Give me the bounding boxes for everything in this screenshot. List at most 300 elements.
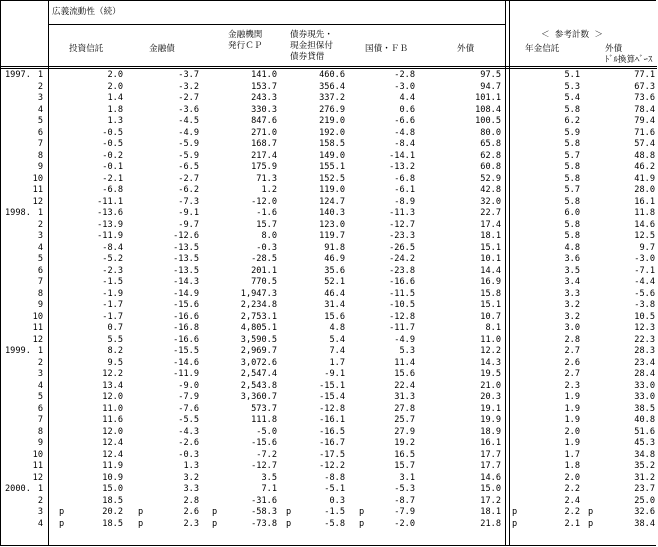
value-cell: -12.7: [389, 219, 415, 230]
preliminary-mark: p: [212, 507, 218, 517]
value-cell: 15.6: [394, 369, 415, 379]
table-row: [1, 450, 657, 462]
value-cell: 20.2: [102, 507, 123, 517]
value-cell: 3,072.6: [240, 357, 277, 368]
month-label: 2: [37, 81, 43, 92]
value-cell: 6.0: [564, 208, 580, 218]
value-cell: 78.4: [634, 104, 655, 115]
value-cell: 243.3: [251, 93, 277, 103]
value-cell: 124.7: [319, 196, 345, 207]
year-label: 1997.: [5, 70, 31, 80]
value-cell: -4.3: [178, 426, 199, 437]
value-cell: 28.0: [634, 185, 655, 195]
value-cell: 1.4: [107, 93, 123, 103]
value-cell: -23.8: [389, 265, 415, 276]
value-cell: 34.8: [634, 449, 655, 460]
table-row: [1, 197, 657, 209]
value-cell: 2.4: [564, 495, 580, 506]
value-cell: 1.9: [564, 392, 580, 402]
value-cell: 17.4: [480, 219, 501, 230]
preliminary-mark: p: [359, 507, 365, 517]
table-row: [1, 254, 657, 266]
value-cell: -8.9: [394, 196, 415, 207]
table-row: [1, 473, 657, 485]
value-cell: 11.0: [102, 403, 123, 414]
preliminary-mark: p: [59, 507, 65, 517]
value-cell: 21.0: [480, 380, 501, 391]
table-row: [1, 427, 657, 439]
value-cell: -12.0: [251, 196, 277, 207]
month-label: 12: [32, 472, 43, 483]
value-cell: 573.7: [251, 403, 277, 414]
value-cell: 10.7: [480, 311, 501, 322]
value-cell: 12.2: [480, 346, 501, 356]
value-cell: -8.8: [324, 472, 345, 483]
value-cell: -14.6: [173, 357, 199, 368]
value-cell: -16.5: [319, 426, 345, 437]
value-cell: 10.5: [634, 311, 655, 322]
value-cell: 1.8: [564, 461, 580, 471]
value-cell: 192.0: [319, 127, 345, 138]
value-cell: 1.8: [107, 104, 123, 115]
table-row: [1, 358, 657, 370]
table-row: [1, 323, 657, 335]
month-label: 10: [32, 173, 43, 184]
value-cell: 11.0: [480, 334, 501, 345]
value-cell: 3,360.7: [240, 392, 277, 402]
value-cell: 15.1: [480, 242, 501, 253]
month-label: 8: [37, 426, 43, 437]
table-row: [1, 231, 657, 243]
divider: [48, 24, 505, 25]
value-cell: 10.9: [102, 472, 123, 483]
month-label: 6: [37, 403, 43, 414]
value-cell: 12.0: [102, 392, 123, 402]
value-cell: -6.5: [178, 162, 199, 172]
value-cell: -6.2: [178, 185, 199, 195]
value-cell: 5.5: [107, 334, 123, 345]
value-cell: 46.2: [634, 162, 655, 172]
table-row: [1, 116, 657, 128]
value-cell: 12.2: [102, 369, 123, 379]
value-cell: 14.6: [480, 472, 501, 483]
table-row: [1, 208, 657, 220]
table-row: [1, 289, 657, 301]
table-row: [1, 220, 657, 232]
value-cell: 79.4: [634, 116, 655, 126]
value-cell: -15.5: [173, 346, 199, 356]
month-label: 10: [32, 449, 43, 460]
value-cell: 5.4: [564, 93, 580, 103]
value-cell: 5.8: [564, 231, 580, 241]
value-cell: 3.2: [564, 300, 580, 310]
value-cell: -13.2: [389, 162, 415, 172]
value-cell: 33.0: [634, 380, 655, 391]
value-cell: 158.5: [319, 139, 345, 149]
value-cell: 15.7: [394, 461, 415, 471]
value-cell: -11.9: [173, 369, 199, 379]
month-label: 2: [37, 495, 43, 506]
value-cell: 19.2: [394, 438, 415, 448]
value-cell: 18.1: [480, 231, 501, 241]
value-cell: -13.6: [97, 208, 123, 218]
month-label: 3: [37, 231, 43, 241]
value-cell: 23.4: [634, 357, 655, 368]
value-cell: -7.9: [394, 507, 415, 517]
value-cell: 15.0: [480, 484, 501, 494]
value-cell: 20.3: [480, 392, 501, 402]
value-cell: -73.8: [251, 518, 277, 529]
value-cell: -1.5: [102, 277, 123, 287]
value-cell: 1.2: [261, 185, 277, 195]
preliminary-mark: p: [286, 518, 292, 529]
value-cell: 276.9: [319, 104, 345, 115]
group-title: 広義流動性（続）: [52, 7, 121, 17]
value-cell: -2.3: [102, 265, 123, 276]
year-label: 1998.: [5, 208, 31, 218]
month-label: 8: [37, 150, 43, 161]
value-cell: 0.6: [399, 104, 415, 115]
value-cell: -16.6: [173, 311, 199, 322]
value-cell: 14.3: [480, 357, 501, 368]
column-header: 現金担保付: [290, 41, 333, 51]
value-cell: 91.8: [324, 242, 345, 253]
value-cell: -3.7: [178, 70, 199, 80]
month-label: 3: [37, 369, 43, 379]
value-cell: 3,590.5: [240, 334, 277, 345]
table-row: [1, 496, 657, 508]
value-cell: -3.0: [634, 254, 655, 264]
value-cell: -16.7: [319, 438, 345, 448]
month-label: 3: [37, 93, 43, 103]
value-cell: -1.7: [102, 300, 123, 310]
value-cell: -28.5: [251, 254, 277, 264]
column-header: 年金信託: [525, 44, 560, 54]
value-cell: 16.1: [480, 438, 501, 448]
table-row: [1, 93, 657, 105]
value-cell: 6.2: [564, 116, 580, 126]
value-cell: 2.0: [564, 426, 580, 437]
value-cell: 5.8: [564, 196, 580, 207]
value-cell: -4.8: [394, 127, 415, 138]
value-cell: 1.9: [564, 438, 580, 448]
value-cell: 42.8: [480, 185, 501, 195]
value-cell: 15.8: [480, 288, 501, 299]
value-cell: 60.8: [480, 162, 501, 172]
value-cell: 18.5: [102, 495, 123, 506]
value-cell: -2.7: [178, 173, 199, 184]
month-label: 6: [37, 265, 43, 276]
value-cell: 31.3: [394, 392, 415, 402]
value-cell: -5.1: [324, 484, 345, 494]
value-cell: -2.8: [394, 70, 415, 80]
value-cell: 18.5: [102, 518, 123, 529]
month-label: 8: [37, 288, 43, 299]
value-cell: -9.1: [324, 369, 345, 379]
column-header: 発行ＣＰ: [228, 41, 263, 51]
value-cell: 13.4: [102, 380, 123, 391]
value-cell: 38.4: [634, 518, 655, 529]
value-cell: 3.3: [183, 484, 199, 494]
value-cell: -7.6: [178, 403, 199, 414]
month-label: 12: [32, 196, 43, 207]
value-cell: 5.7: [564, 150, 580, 161]
value-cell: -7.2: [256, 449, 277, 460]
value-cell: 11.9: [102, 461, 123, 471]
value-cell: 2,969.7: [240, 346, 277, 356]
value-cell: 111.8: [251, 415, 277, 425]
value-cell: -5.0: [256, 426, 277, 437]
table-row: [1, 438, 657, 450]
value-cell: -31.6: [251, 495, 277, 506]
value-cell: 2.7: [564, 346, 580, 356]
value-cell: 3.5: [564, 265, 580, 276]
value-cell: 15.7: [256, 219, 277, 230]
value-cell: 2.2: [564, 507, 580, 517]
table-row: [1, 346, 657, 358]
value-cell: 100.5: [475, 116, 501, 126]
value-cell: 77.1: [634, 70, 655, 80]
value-cell: 19.5: [480, 369, 501, 379]
month-label: 12: [32, 334, 43, 345]
value-cell: 3.5: [261, 472, 277, 483]
value-cell: 10.1: [480, 254, 501, 264]
value-cell: 18.1: [480, 507, 501, 517]
column-header: 債券現先・: [290, 30, 333, 40]
table-row: [1, 507, 657, 519]
value-cell: 16.1: [634, 196, 655, 207]
value-cell: -0.5: [102, 127, 123, 138]
value-cell: -2.1: [102, 173, 123, 184]
value-cell: 73.6: [634, 93, 655, 103]
value-cell: -5.9: [178, 150, 199, 161]
value-cell: -0.2: [102, 150, 123, 161]
value-cell: 2.0: [564, 472, 580, 483]
value-cell: 80.0: [480, 127, 501, 138]
value-cell: -2.0: [394, 518, 415, 529]
preliminary-mark: p: [59, 518, 65, 529]
month-label: 9: [37, 162, 43, 172]
value-cell: 8.1: [485, 323, 501, 333]
value-cell: -15.1: [319, 380, 345, 391]
month-label: 4: [37, 242, 43, 253]
value-cell: -11.9: [97, 231, 123, 241]
value-cell: -4.9: [178, 127, 199, 138]
value-cell: 119.0: [319, 185, 345, 195]
value-cell: 46.4: [324, 288, 345, 299]
table-row: [1, 415, 657, 427]
value-cell: -14.3: [173, 277, 199, 287]
value-cell: 175.9: [251, 162, 277, 172]
value-cell: -9.7: [178, 219, 199, 230]
value-cell: 4,805.1: [240, 323, 277, 333]
value-cell: 23.7: [634, 484, 655, 494]
value-cell: 3.2: [183, 472, 199, 483]
month-label: 6: [37, 127, 43, 138]
value-cell: 155.1: [319, 162, 345, 172]
value-cell: -11.7: [389, 323, 415, 333]
value-cell: -0.5: [102, 139, 123, 149]
month-label: 11: [32, 461, 43, 471]
value-cell: -8.4: [394, 139, 415, 149]
value-cell: 27.9: [394, 426, 415, 437]
value-cell: 2.1: [564, 518, 580, 529]
value-cell: -5.9: [178, 139, 199, 149]
value-cell: 40.8: [634, 415, 655, 425]
value-cell: -8.4: [102, 242, 123, 253]
value-cell: 52.9: [480, 173, 501, 184]
value-cell: 1,947.3: [240, 288, 277, 299]
value-cell: 5.8: [564, 104, 580, 115]
value-cell: 38.5: [634, 403, 655, 414]
column-header: 投資信託: [69, 44, 104, 54]
column-header: 外債: [605, 44, 623, 54]
value-cell: -0.1: [102, 162, 123, 172]
value-cell: 52.1: [324, 277, 345, 287]
value-cell: -12.8: [389, 311, 415, 322]
value-cell: -12.2: [319, 461, 345, 471]
value-cell: 12.0: [102, 426, 123, 437]
value-cell: -26.5: [389, 242, 415, 253]
value-cell: 123.0: [319, 219, 345, 230]
month-label: 2: [37, 219, 43, 230]
value-cell: -1.6: [256, 208, 277, 218]
value-cell: -11.1: [97, 196, 123, 207]
preliminary-mark: p: [512, 507, 518, 517]
value-cell: 140.3: [319, 208, 345, 218]
preliminary-mark: p: [212, 518, 218, 529]
value-cell: 108.4: [475, 104, 501, 115]
table-row: [1, 369, 657, 381]
value-cell: 149.0: [319, 150, 345, 161]
value-cell: -3.2: [178, 81, 199, 92]
value-cell: -0.3: [178, 449, 199, 460]
value-cell: 62.8: [480, 150, 501, 161]
table-row: [1, 300, 657, 312]
value-cell: -16.1: [319, 415, 345, 425]
column-header: 債券貸借: [290, 52, 325, 62]
value-cell: 97.5: [480, 70, 501, 80]
value-cell: -5.5: [178, 415, 199, 425]
value-cell: 25.7: [394, 415, 415, 425]
table-row: [1, 105, 657, 117]
value-cell: 28.4: [634, 369, 655, 379]
month-label: 11: [32, 185, 43, 195]
value-cell: -58.3: [251, 507, 277, 517]
value-cell: -7.3: [178, 196, 199, 207]
value-cell: 330.3: [251, 104, 277, 115]
value-cell: 17.2: [480, 495, 501, 506]
month-label: 1: [37, 346, 43, 356]
value-cell: -4.5: [178, 116, 199, 126]
column-header: ﾄﾞﾙ換算ﾍﾞｰｽ: [605, 55, 653, 65]
table-row: [1, 139, 657, 151]
value-cell: 71.6: [634, 127, 655, 138]
value-cell: 217.4: [251, 150, 277, 161]
value-cell: 4.4: [399, 93, 415, 103]
value-cell: -6.8: [102, 185, 123, 195]
preliminary-mark: p: [138, 507, 144, 517]
value-cell: 33.0: [634, 392, 655, 402]
value-cell: 2.6: [564, 357, 580, 368]
value-cell: 2,543.8: [240, 380, 277, 391]
month-label: 4: [37, 380, 43, 391]
value-cell: -7.9: [178, 392, 199, 402]
value-cell: -11.3: [389, 208, 415, 218]
value-cell: 16.5: [394, 449, 415, 460]
value-cell: 15.0: [102, 484, 123, 494]
value-cell: 12.4: [102, 438, 123, 448]
table-row: [1, 243, 657, 255]
value-cell: 1.9: [564, 415, 580, 425]
value-cell: 16.9: [480, 277, 501, 287]
value-cell: 51.6: [634, 426, 655, 437]
value-cell: -5.3: [394, 484, 415, 494]
month-label: 4: [37, 518, 43, 529]
value-cell: 3.1: [399, 472, 415, 483]
value-cell: 3.0: [564, 323, 580, 333]
value-cell: 9.7: [639, 242, 655, 253]
value-cell: 7.1: [261, 484, 277, 494]
header-divider: [1, 68, 657, 69]
value-cell: 9.5: [107, 357, 123, 368]
value-cell: 17.7: [480, 461, 501, 471]
value-cell: 27.8: [394, 403, 415, 414]
value-cell: 21.8: [480, 518, 501, 529]
value-cell: -12.7: [251, 461, 277, 471]
value-cell: -13.5: [173, 265, 199, 276]
table-row: [1, 162, 657, 174]
value-cell: 12.5: [634, 231, 655, 241]
value-cell: 2.6: [183, 507, 199, 517]
value-cell: 19.9: [480, 415, 501, 425]
value-cell: 219.0: [319, 116, 345, 126]
preliminary-mark: p: [512, 518, 518, 529]
value-cell: 45.3: [634, 438, 655, 448]
value-cell: -16.8: [173, 323, 199, 333]
value-cell: 770.5: [251, 277, 277, 287]
month-label: 1: [37, 208, 43, 218]
value-cell: -5.8: [324, 518, 345, 529]
value-cell: -9.0: [178, 380, 199, 391]
value-cell: 32.0: [480, 196, 501, 207]
value-cell: -16.6: [173, 334, 199, 345]
column-header: 外債: [457, 44, 475, 54]
month-label: 7: [37, 415, 43, 425]
value-cell: 41.9: [634, 173, 655, 184]
value-cell: 2,753.1: [240, 311, 277, 322]
value-cell: 2.8: [183, 495, 199, 506]
value-cell: -11.5: [389, 288, 415, 299]
value-cell: 1.3: [183, 461, 199, 471]
value-cell: -0.3: [256, 242, 277, 253]
value-cell: 152.5: [319, 173, 345, 184]
value-cell: 57.4: [634, 139, 655, 149]
month-label: 5: [37, 254, 43, 264]
table-row: [1, 484, 657, 496]
value-cell: 22.7: [480, 208, 501, 218]
value-cell: 28.3: [634, 346, 655, 356]
value-cell: 5.4: [329, 334, 345, 345]
month-label: 10: [32, 311, 43, 322]
value-cell: 5.9: [564, 127, 580, 138]
month-label: 9: [37, 300, 43, 310]
value-cell: -15.4: [319, 392, 345, 402]
value-cell: 1.7: [564, 449, 580, 460]
value-cell: 8.0: [261, 231, 277, 241]
value-cell: 3.3: [564, 288, 580, 299]
value-cell: -6.6: [394, 116, 415, 126]
